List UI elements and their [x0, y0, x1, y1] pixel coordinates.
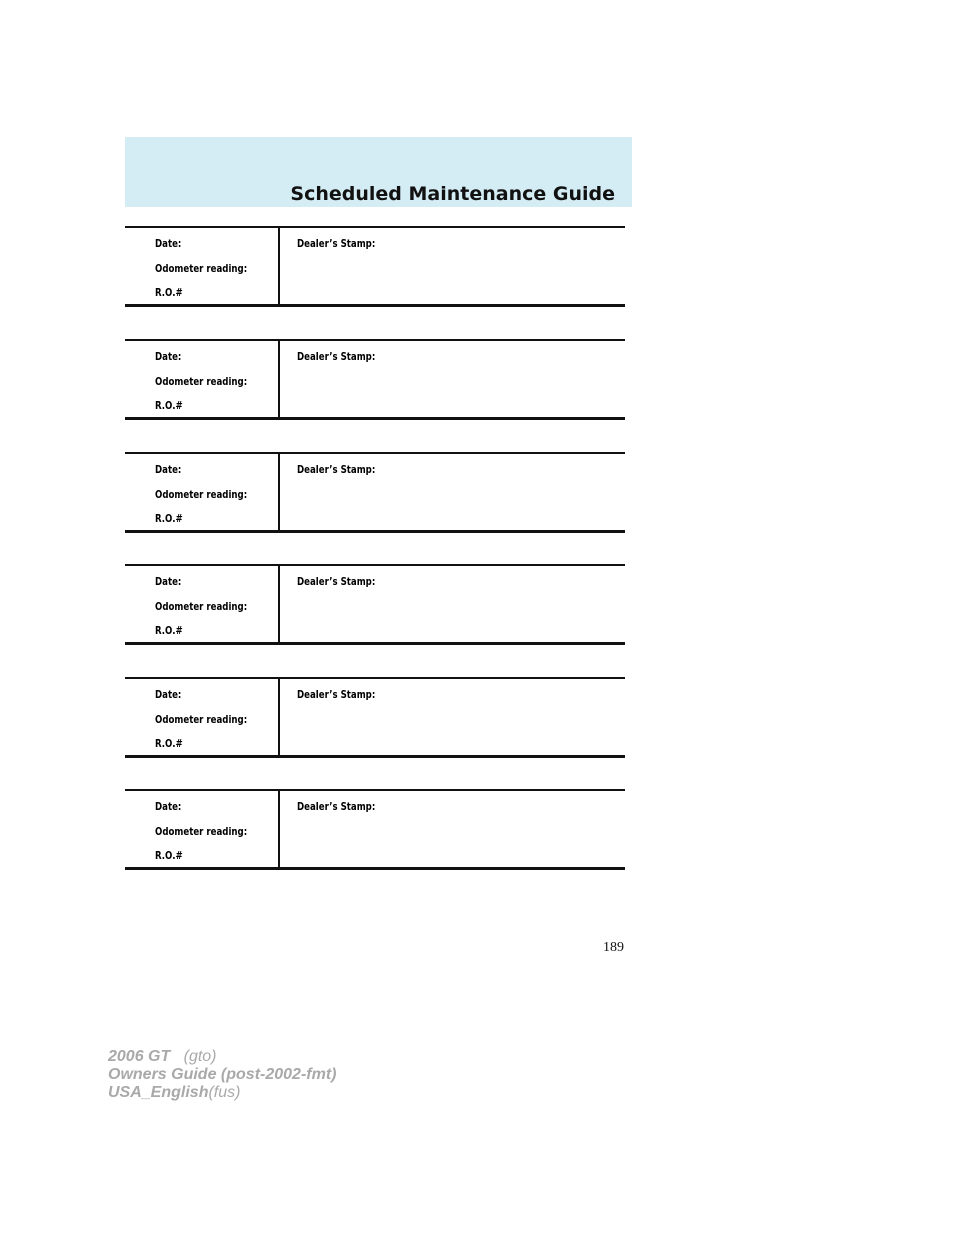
odometer-label: Odometer reading: [155, 263, 248, 275]
maintenance-record [125, 677, 625, 758]
footer-locale-name: USA_English [108, 1084, 209, 1101]
odometer-label: Odometer reading: [155, 826, 248, 838]
record-divider [278, 679, 280, 755]
record-divider [278, 341, 280, 417]
footer-model-code: (gto) [183, 1048, 217, 1065]
ro-number-label: R.O.# [155, 850, 183, 862]
record-divider [278, 228, 280, 304]
dealer-stamp-label: Dealer’s Stamp: [297, 801, 376, 813]
ro-number-label: R.O.# [155, 287, 183, 299]
footer-line-guide [108, 1066, 336, 1084]
ro-number-label: R.O.# [155, 625, 183, 637]
page-number: 189 [603, 940, 624, 955]
dealer-stamp-label: Dealer’s Stamp: [297, 464, 376, 476]
date-label: Date: [155, 464, 182, 476]
header-band [125, 137, 632, 207]
date-label: Date: [155, 801, 182, 813]
maintenance-record [125, 564, 625, 645]
footer-guide-name: Owners Guide (post-2002-fmt) [108, 1066, 337, 1083]
page-section-title: Scheduled Maintenance Guide [290, 183, 615, 205]
footer-line-locale [108, 1084, 336, 1102]
dealer-stamp-label: Dealer’s Stamp: [297, 351, 376, 363]
ro-number-label: R.O.# [155, 400, 183, 412]
date-label: Date: [155, 689, 182, 701]
maintenance-record [125, 452, 625, 533]
ro-number-label: R.O.# [155, 738, 183, 750]
dealer-stamp-label: Dealer’s Stamp: [297, 576, 376, 588]
record-divider [278, 791, 280, 867]
record-divider [278, 454, 280, 530]
footer-line-model [108, 1048, 336, 1066]
odometer-label: Odometer reading: [155, 714, 248, 726]
maintenance-record [125, 789, 625, 870]
date-label: Date: [155, 576, 182, 588]
maintenance-record [125, 226, 625, 307]
footer-model-name: 2006 GT [108, 1048, 171, 1065]
dealer-stamp-label: Dealer’s Stamp: [297, 238, 376, 250]
odometer-label: Odometer reading: [155, 601, 248, 613]
date-label: Date: [155, 238, 182, 250]
record-divider [278, 566, 280, 642]
date-label: Date: [155, 351, 182, 363]
ro-number-label: R.O.# [155, 513, 183, 525]
dealer-stamp-label: Dealer’s Stamp: [297, 689, 376, 701]
document-footer [108, 1048, 336, 1102]
odometer-label: Odometer reading: [155, 489, 248, 501]
maintenance-record [125, 339, 625, 420]
footer-locale-code: (fus) [208, 1084, 241, 1101]
odometer-label: Odometer reading: [155, 376, 248, 388]
